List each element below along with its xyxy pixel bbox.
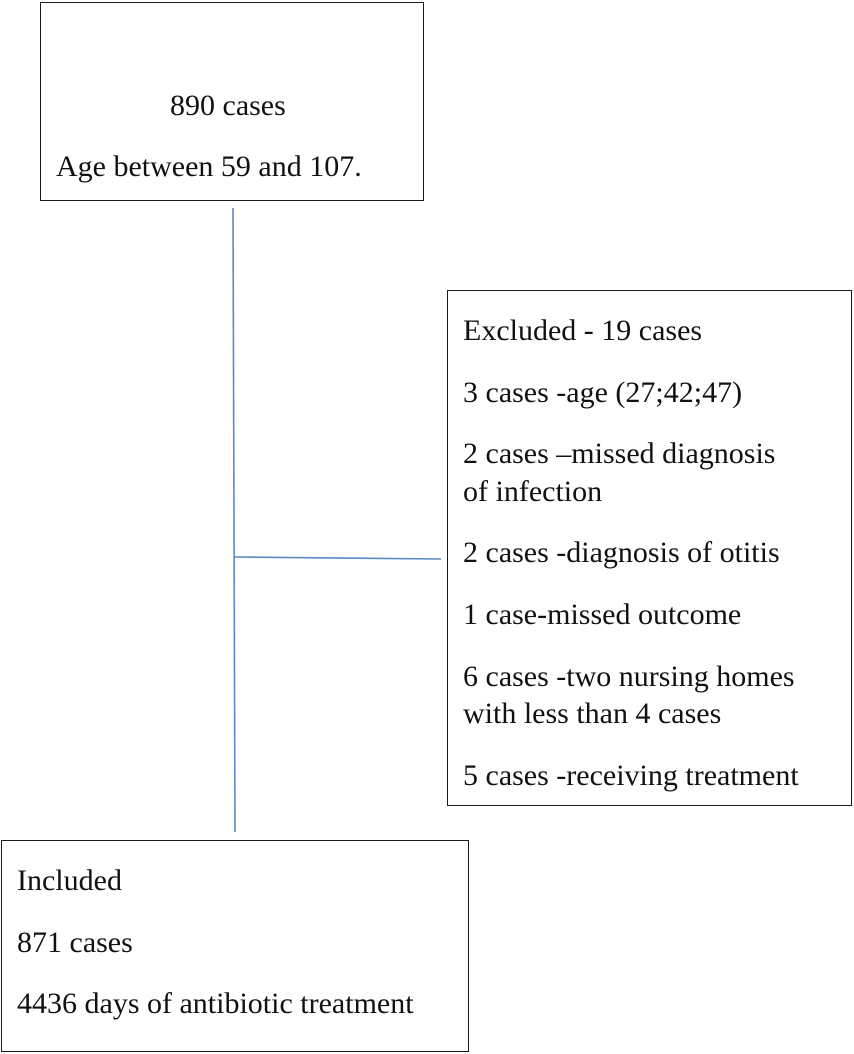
excluded-reason-otitis: 2 cases -diagnosis of otitis xyxy=(463,536,780,569)
age-range-text: Age between 59 and 107. xyxy=(56,150,362,183)
included-count: 871 cases xyxy=(17,926,133,959)
excluded-reason-nursing-homes-cont: with less than 4 cases xyxy=(463,697,722,730)
excluded-reason-age: 3 cases -age (27;42;47) xyxy=(463,376,743,409)
included-cases-box xyxy=(1,840,469,1052)
excluded-reason-missed-outcome: 1 case-missed outcome xyxy=(463,598,742,631)
excluded-reason-nursing-homes: 6 cases -two nursing homes xyxy=(463,660,795,693)
excluded-reason-missed-diagnosis: 2 cases –missed diagnosis xyxy=(463,437,776,470)
excluded-reason-receiving-treatment: 5 cases -receiving treatment xyxy=(463,759,799,792)
total-cases-box xyxy=(40,2,424,201)
included-heading: Included xyxy=(17,864,122,897)
exclusion-branch-connector xyxy=(234,557,441,559)
excluded-reason-missed-diagnosis-cont: of infection xyxy=(463,475,603,508)
main-vertical-connector xyxy=(233,208,235,832)
excluded-heading: Excluded - 19 cases xyxy=(463,314,703,347)
excluded-cases-box xyxy=(447,290,852,806)
total-cases-count: 890 cases xyxy=(170,89,286,122)
included-treatment-days: 4436 days of antibiotic treatment xyxy=(17,987,414,1020)
